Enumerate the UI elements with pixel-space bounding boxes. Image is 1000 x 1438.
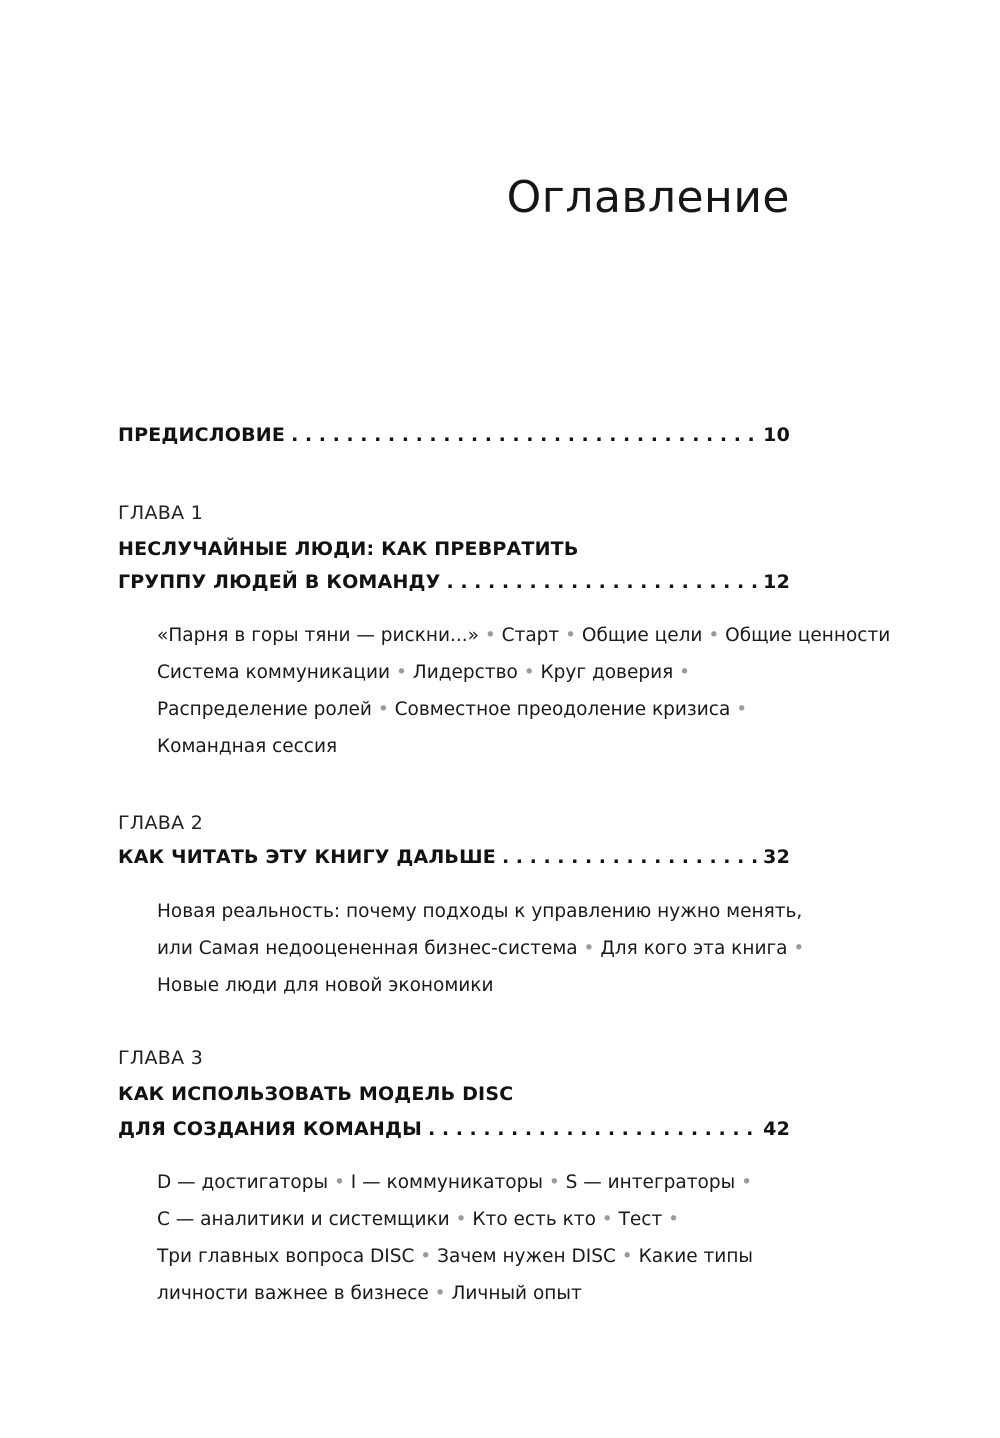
section-item: Новые люди для новой экономики <box>157 975 494 996</box>
section-item: Лидерство <box>412 662 518 683</box>
section-item: Зачем нужен DISC <box>437 1246 616 1267</box>
toc-entry-chapter-2[interactable] <box>118 846 790 876</box>
chapter-title-line: ГРУППУ ЛЮДЕЙ В КОМАНДУ <box>118 571 441 593</box>
chapter-label: ГЛАВА 1 <box>118 502 204 524</box>
chapter-sections: «Парня в горы тяни — рискни...» • Старт • Общие цели • Общие ценности Система коммуникации • Лидерство • Круг доверия • Распределение ролей • Совместное преодоление кризиса • Командная сессия <box>157 625 891 757</box>
section-item: «Парня в горы тяни — рискни...» <box>157 625 479 646</box>
toc-entry-preface[interactable] <box>118 424 790 454</box>
toc-page-number: 42 <box>763 1118 790 1140</box>
section-item: Общие ценности <box>725 625 891 646</box>
section-item: C — аналитики и системщики <box>157 1209 450 1230</box>
section-item: Старт <box>501 625 560 646</box>
chapter-sections: Новая реальность: почему подходы к управлению нужно менять, или Самая недооцененная бизнес-система • Для кого эта книга • Новые люди для новой экономики <box>157 901 805 996</box>
section-item: Три главных вопроса DISC <box>157 1246 415 1267</box>
section-item: Распределение ролей <box>157 699 372 720</box>
chapter-label: ГЛАВА 3 <box>118 1047 204 1069</box>
section-item: D — достигаторы <box>157 1172 329 1193</box>
dot-leader <box>447 571 758 593</box>
dot-leader <box>502 846 757 868</box>
section-item: S — интеграторы <box>565 1172 736 1193</box>
section-item: I — коммуникаторы <box>350 1172 543 1193</box>
section-item: Общие цели <box>581 625 703 646</box>
chapter-title-line: ДЛЯ СОЗДАНИЯ КОМАНДЫ <box>118 1118 423 1140</box>
section-item: Для кого эта книга <box>600 938 788 959</box>
section-item: Новая реальность: почему подходы к управлению нужно менять, или Самая недооцененная бизнес-система <box>157 901 803 959</box>
section-item: Совместное преодоление кризиса <box>394 699 731 720</box>
dot-leader <box>291 424 757 446</box>
toc-entry-chapter-1[interactable] <box>118 571 790 601</box>
toc-page-number: 12 <box>763 571 790 593</box>
chapter-title-line[interactable]: НЕСЛУЧАЙНЫЕ ЛЮДИ: КАК ПРЕВРАТИТЬ <box>118 538 579 560</box>
toc-page-number: 32 <box>763 846 790 868</box>
section-item: Личный опыт <box>451 1283 582 1304</box>
chapter-label: ГЛАВА 2 <box>118 812 204 834</box>
section-item: Тест <box>618 1209 663 1230</box>
chapter-sections: D — достигаторы • I — коммуникаторы • S — интеграторы • C — аналитики и системщики • Кто есть кто • Тест • Три главных вопроса DISC • Зачем нужен DISC • Какие типы личности важнее в бизнесе • Личный опыт <box>157 1172 754 1304</box>
toc-page-number: 10 <box>763 424 790 446</box>
chapter-title-line: КАК ЧИТАТЬ ЭТУ КНИГУ ДАЛЬШЕ <box>118 846 496 868</box>
toc-entry-chapter-3[interactable] <box>118 1118 790 1148</box>
section-item: Система коммуникации <box>157 662 391 683</box>
section-item: Круг доверия <box>540 662 674 683</box>
chapter-title-line[interactable]: КАК ИСПОЛЬЗОВАТЬ МОДЕЛЬ DISC <box>118 1083 514 1105</box>
page-title: Оглавление <box>506 172 790 223</box>
section-item: Какие типы личности важнее в бизнесе <box>157 1246 754 1304</box>
section-item: Кто есть кто <box>472 1209 596 1230</box>
section-item: Командная сессия <box>157 736 338 757</box>
toc-entry-title: ПРЕДИСЛОВИЕ <box>118 424 286 446</box>
dot-leader <box>428 1118 757 1140</box>
